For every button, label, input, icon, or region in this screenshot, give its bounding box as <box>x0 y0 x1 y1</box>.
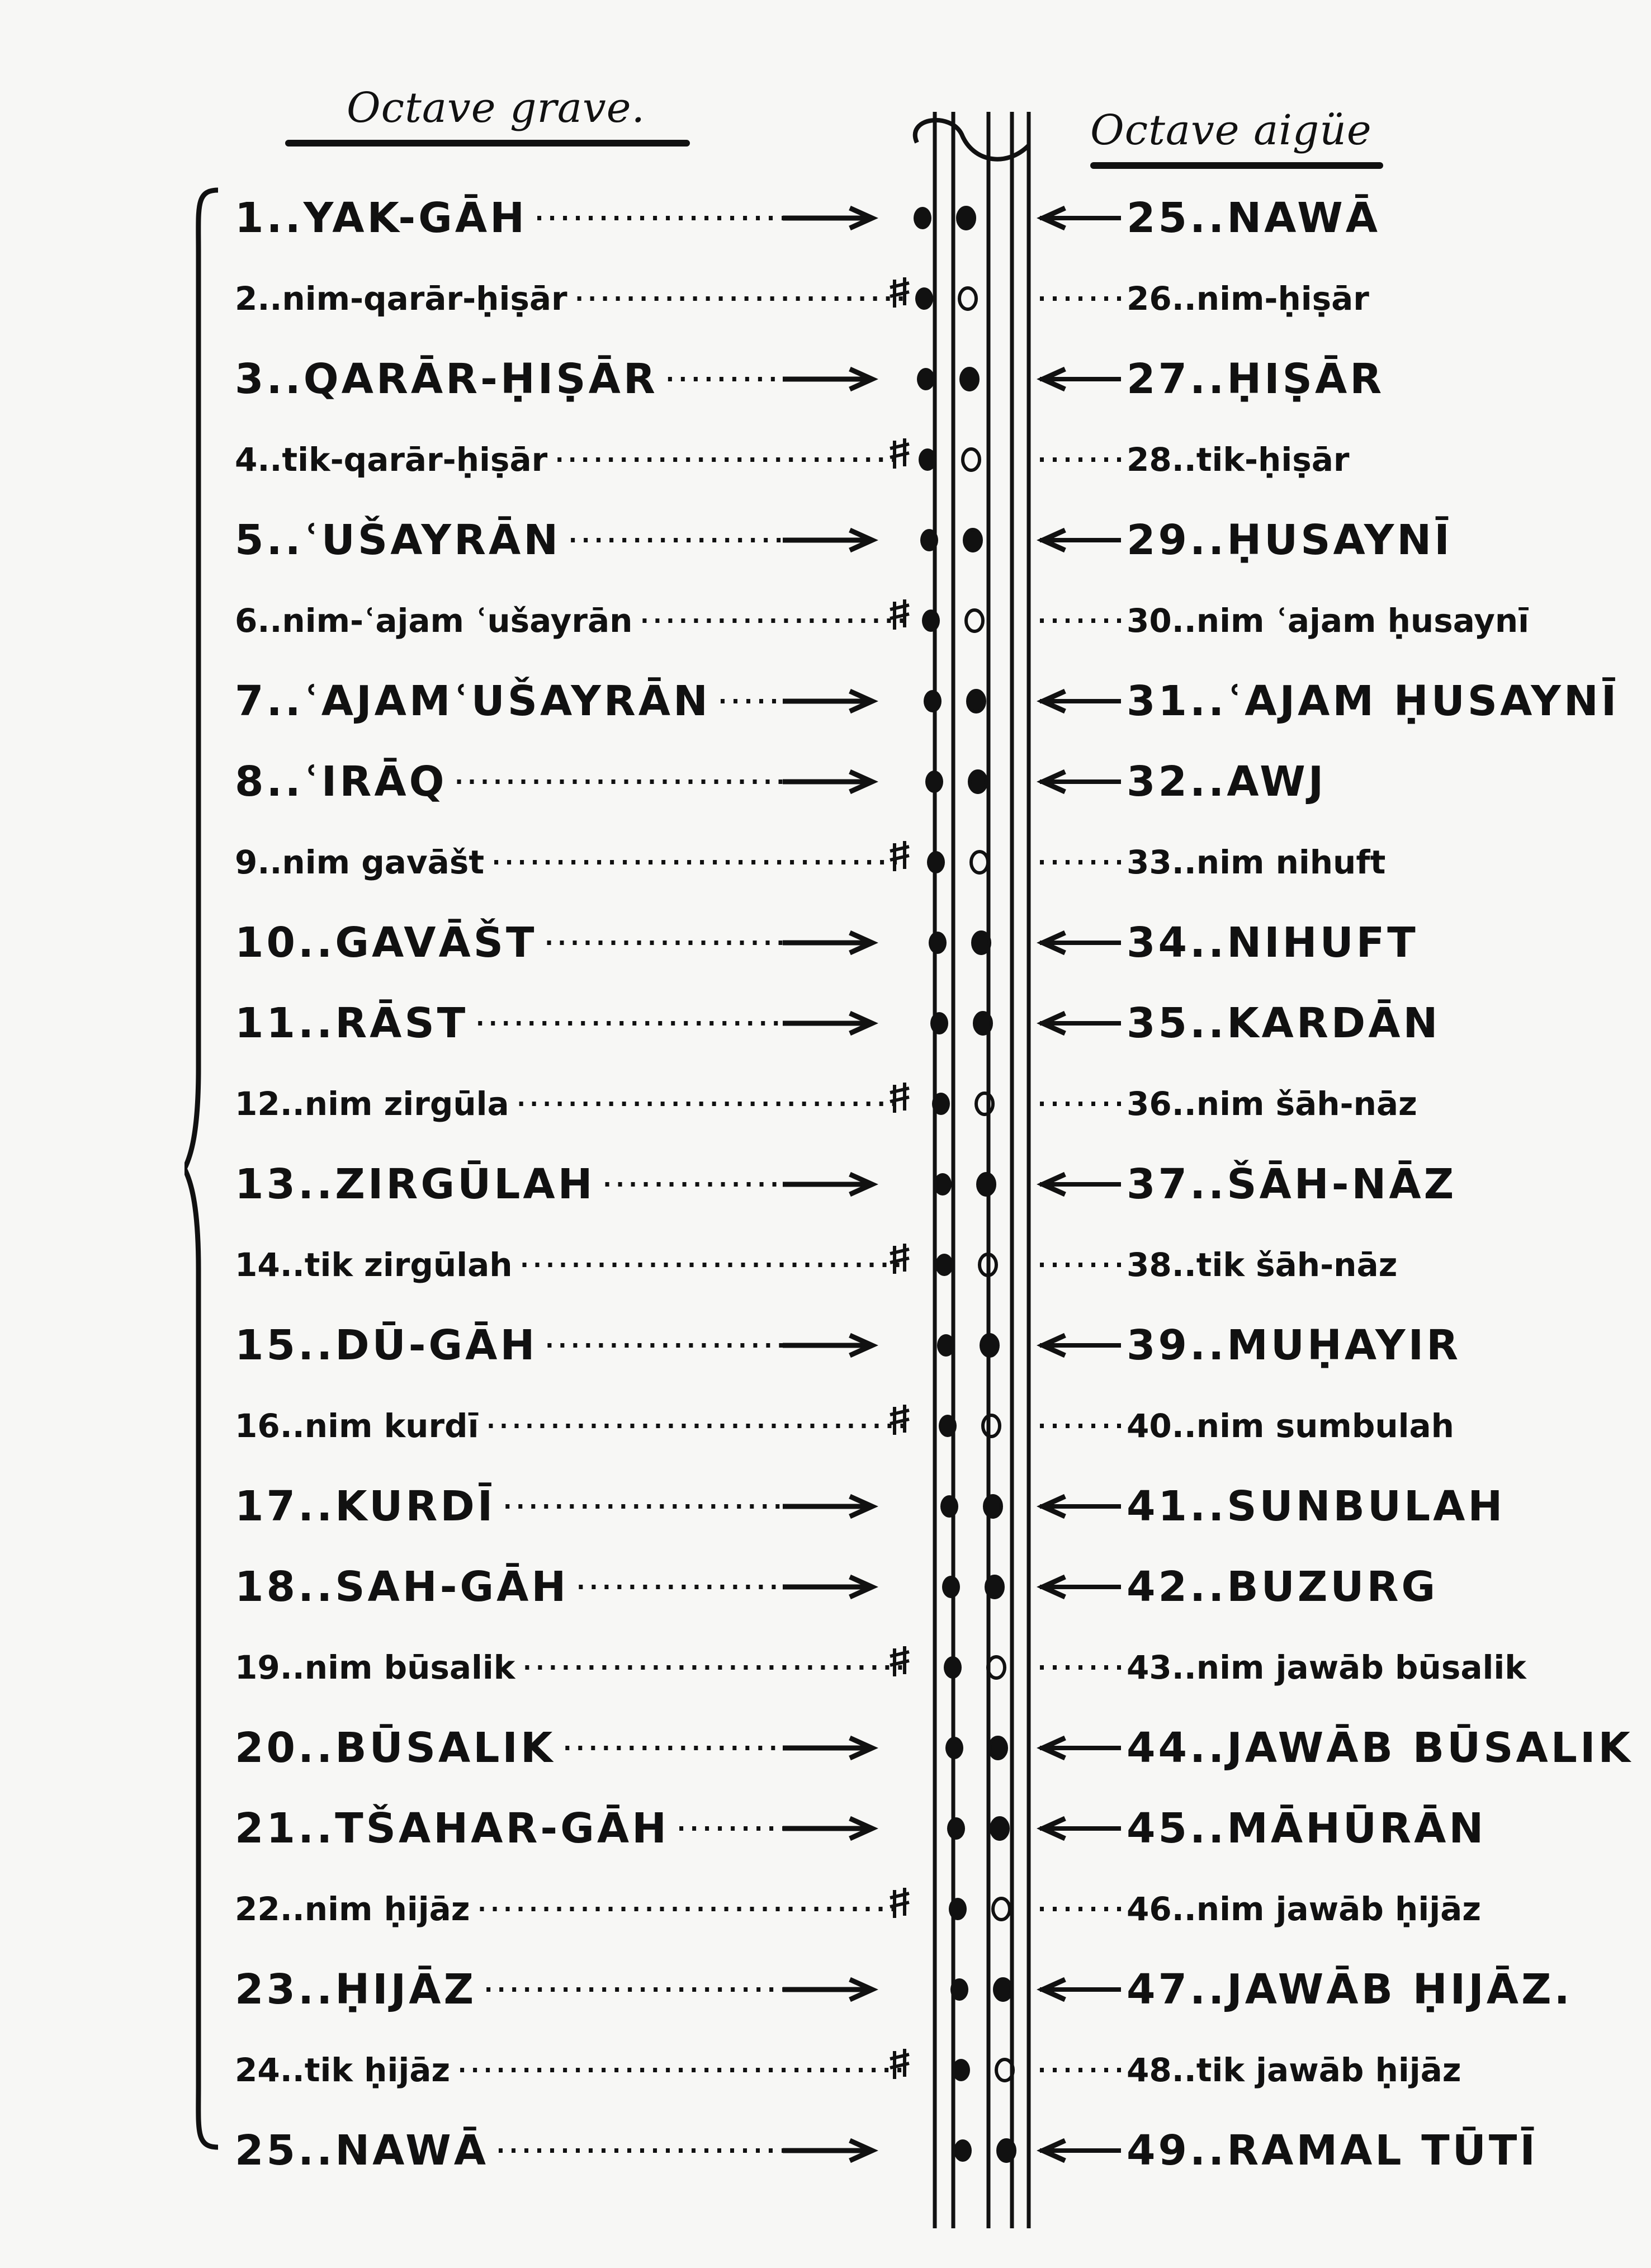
low-note-icon <box>937 1334 955 1357</box>
high-degree-label: 26..nim-ḥiṣār <box>1127 280 1369 318</box>
high-note-icon <box>986 1576 1003 1598</box>
accidental-icon <box>890 277 909 308</box>
low-degree-label: 7..ʿAJAMʿUŠAYRĀN <box>235 677 711 725</box>
high-degree-label: 48..tik jawāb ḥijāz <box>1127 2051 1461 2089</box>
high-degree-label: 29..ḤUSAYNĪ <box>1127 516 1453 564</box>
high-note-icon <box>964 530 981 551</box>
low-degree-label: 21..TŠAHAR-GĀH <box>235 1804 670 1853</box>
high-note-icon <box>980 1254 996 1275</box>
low-degree-label: 23..ḤIJĀZ <box>235 1965 477 2014</box>
low-note-icon <box>945 1737 963 1759</box>
low-note-icon <box>917 368 935 390</box>
high-note-icon <box>966 610 983 631</box>
high-note-icon <box>959 288 976 309</box>
high-degree-label: 45..MĀHŪRĀN <box>1127 1804 1487 1853</box>
high-octave-title: Octave aigüe <box>1090 106 1372 154</box>
low-note-icon <box>924 690 942 712</box>
low-note-icon <box>944 1656 962 1679</box>
high-degree-label: 39..MUḤAYIR <box>1127 1321 1461 1369</box>
low-degree-label: 22..nim ḥijāz <box>235 1890 470 1928</box>
high-note-icon <box>978 1174 995 1195</box>
low-degree-label: 15..DŪ-GĀH <box>235 1321 538 1369</box>
high-note-icon <box>971 852 988 873</box>
high-note-icon <box>993 1898 1010 1920</box>
low-degree-label: 5..ʿUŠAYRĀN <box>235 516 561 564</box>
left-arrow-icon <box>783 1979 872 2000</box>
left-arrow-icon <box>783 933 872 953</box>
high-degree-label: 38..tik šāh-nāz <box>1127 1246 1398 1284</box>
low-degree-label: 3..QARĀR-ḤIṢĀR <box>235 355 658 403</box>
high-degree-label: 47..JAWĀB ḤIJĀZ. <box>1127 1965 1573 2014</box>
high-note-icon <box>991 1818 1008 1839</box>
high-degree-label: 46..nim jawāb ḥijāz <box>1127 1890 1481 1928</box>
high-degree-label: 49..RAMAL TŪTĪ <box>1127 2127 1538 2175</box>
high-note-icon <box>976 1093 993 1114</box>
high-degree-label: 43..nim jawāb būsalik <box>1127 1648 1526 1686</box>
left-arrow-icon <box>783 2141 872 2161</box>
high-note-icon <box>958 207 974 229</box>
low-note-icon <box>915 287 933 310</box>
low-degree-label: 18..SAH-GĀH <box>235 1563 569 1611</box>
high-note-icon <box>996 2059 1013 2081</box>
left-arrow-icon <box>783 772 872 792</box>
low-note-icon <box>935 1254 953 1276</box>
left-arrow-icon <box>783 691 872 711</box>
high-note-icon <box>981 1335 998 1356</box>
left-arrow-icon <box>783 1174 872 1194</box>
high-degree-label: 30..nim ʿajam ḥusaynī <box>1127 602 1530 640</box>
low-note-icon <box>920 529 938 551</box>
low-note-icon <box>922 609 940 632</box>
high-degree-label: 34..NIHUFT <box>1127 919 1418 967</box>
accidental-icon <box>890 1888 909 1918</box>
left-arrow-icon <box>783 1577 872 1597</box>
low-degree-label: 10..GAVĀŠT <box>235 919 537 967</box>
low-note-icon <box>950 1978 968 2001</box>
left-arrow-icon <box>783 369 872 389</box>
low-note-icon <box>947 1817 965 1840</box>
low-degree-label: 13..ZIRGŪLAH <box>235 1160 595 1208</box>
high-degree-label: 36..nim šāh-nāz <box>1127 1085 1417 1123</box>
high-note-icon <box>969 771 986 792</box>
low-degree-label: 1..YAK-GĀH <box>235 194 528 242</box>
accidental-icon <box>890 1244 909 1274</box>
high-degree-label: 37..ŠĀH-NĀZ <box>1127 1160 1457 1208</box>
high-note-icon <box>995 1979 1011 2000</box>
high-note-icon <box>961 368 978 390</box>
left-arrow-icon <box>783 1496 872 1516</box>
low-octave-title: Octave grave. <box>347 84 646 132</box>
low-degree-label: 4..tik-qarār-ḥiṣār <box>235 441 548 479</box>
high-degree-label: 42..BUZURG <box>1127 1563 1439 1611</box>
high-degree-label: 35..KARDĀN <box>1127 999 1441 1047</box>
low-degree-label: 8..ʿIRĀQ <box>235 758 447 806</box>
accidental-icon <box>890 438 909 469</box>
high-degree-label: 44..JAWĀB BŪSALIK <box>1127 1724 1633 1772</box>
low-degree-label: 17..KURDĪ <box>235 1482 496 1530</box>
low-note-icon <box>949 1898 967 1920</box>
left-arrow-icon <box>783 1013 872 1033</box>
low-degree-label: 20..BŪSALIK <box>235 1724 556 1772</box>
accidental-icon <box>890 2049 909 2079</box>
high-note-icon <box>990 1737 1006 1759</box>
high-note-icon <box>968 691 985 712</box>
left-arrow-icon <box>783 1738 872 1758</box>
high-note-icon <box>974 1013 991 1034</box>
high-note-icon <box>985 1496 1001 1517</box>
low-note-icon <box>914 207 931 229</box>
high-note-icon <box>973 932 990 953</box>
low-note-icon <box>954 2139 972 2162</box>
low-note-icon <box>952 2059 970 2081</box>
accidental-icon <box>890 1083 909 1113</box>
low-note-icon <box>930 1012 948 1034</box>
high-degree-label: 40..nim sumbulah <box>1127 1407 1454 1445</box>
low-note-icon <box>940 1495 958 1518</box>
low-degree-label: 16..nim kurdī <box>235 1407 479 1445</box>
low-note-icon <box>927 851 945 873</box>
high-degree-label: 27..ḤIṢĀR <box>1127 355 1385 403</box>
left-arrow-icon <box>783 530 872 550</box>
low-degree-label: 24..tik ḥijāz <box>235 2051 451 2089</box>
low-note-icon <box>919 448 936 471</box>
low-degree-label: 25..NAWĀ <box>235 2127 489 2175</box>
left-arrow-icon <box>783 1335 872 1355</box>
low-note-icon <box>929 932 947 954</box>
low-degree-label: 9..nim gavāšt <box>235 843 485 881</box>
high-degree-label: 25..NAWĀ <box>1127 194 1380 242</box>
low-degree-label: 12..nim zirgūla <box>235 1085 509 1123</box>
high-degree-label: 31..ʿAJAM ḤUSAYNĪ <box>1127 677 1620 725</box>
high-note-icon <box>998 2140 1015 2161</box>
accidental-icon <box>890 599 909 630</box>
low-degree-label: 2..nim-qarār-ḥiṣār <box>235 280 567 318</box>
low-note-icon <box>934 1173 952 1196</box>
low-note-icon <box>925 771 943 793</box>
low-degree-label: 11..RĀST <box>235 999 469 1047</box>
high-note-icon <box>963 449 980 470</box>
high-degree-label: 33..nim nihuft <box>1127 843 1386 881</box>
low-degree-label: 6..nim-ʿajam ʿušayrān <box>235 602 633 640</box>
low-degree-label: 14..tik zirgūlah <box>235 1246 513 1284</box>
low-note-icon <box>942 1576 960 1598</box>
high-degree-label: 32..AWJ <box>1127 758 1327 806</box>
high-degree-label: 41..SUNBULAH <box>1127 1482 1506 1530</box>
accidental-icon <box>890 841 909 871</box>
high-degree-label: 28..tik-ḥiṣār <box>1127 441 1350 479</box>
low-degree-label: 19..nim būsalik <box>235 1648 515 1686</box>
left-arrow-icon <box>783 1818 872 1839</box>
accidental-icon <box>890 1405 909 1435</box>
low-note-icon <box>939 1415 957 1437</box>
low-note-icon <box>932 1093 950 1115</box>
accidental-icon <box>890 1646 909 1676</box>
high-note-icon <box>983 1415 1000 1437</box>
left-arrow-icon <box>783 208 872 228</box>
high-note-icon <box>988 1657 1005 1678</box>
